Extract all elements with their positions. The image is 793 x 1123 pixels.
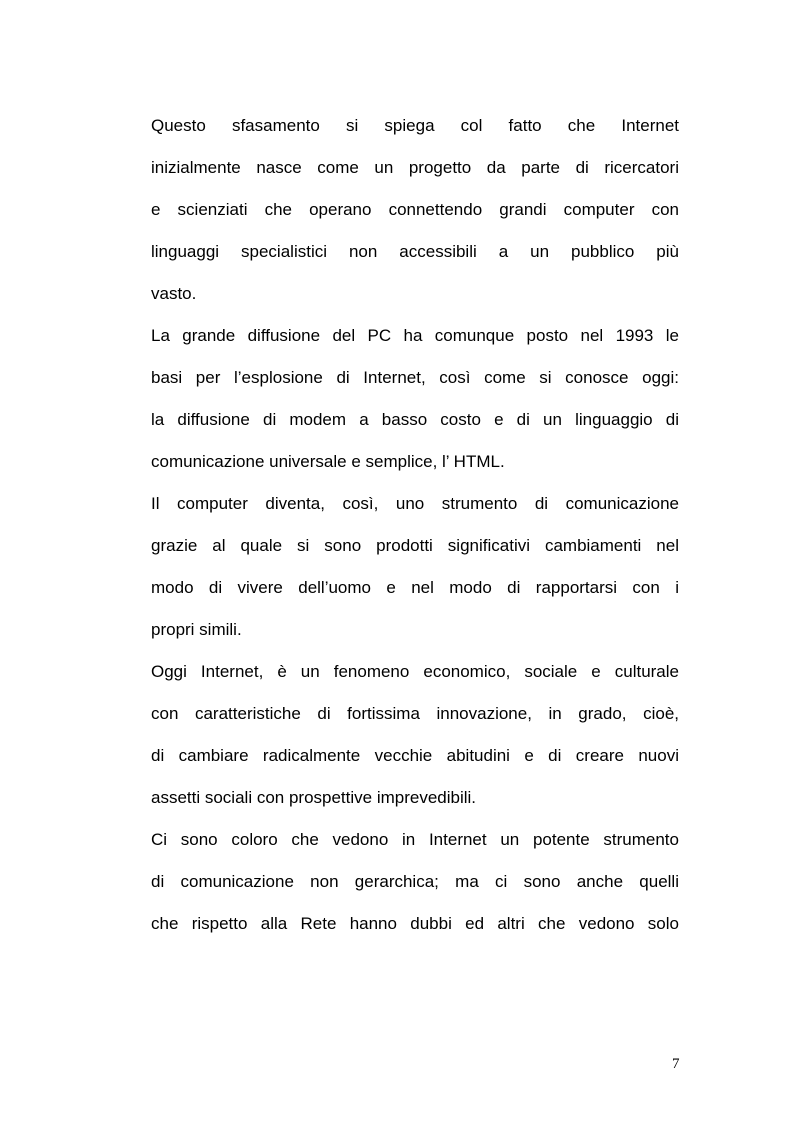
text-line: modo di vivere dell’uomo e nel modo di rapportarsi con i [151, 578, 679, 597]
text-line: la diffusione di modem a basso costo e di un linguaggio di [151, 410, 679, 429]
page-number: 7 [672, 1056, 680, 1072]
text-line: Il computer diventa, così, uno strumento di comunicazione [151, 494, 679, 513]
text-line: comunicazione universale e semplice, l’ HTML. [151, 452, 505, 471]
text-line: propri simili. [151, 620, 242, 639]
text-line: inizialmente nasce come un progetto da parte di ricercatori [151, 158, 679, 177]
text-line: La grande diffusione del PC ha comunque posto nel 1993 le [151, 326, 679, 345]
text-line: di comunicazione non gerarchica; ma ci sono anche quelli [151, 872, 679, 891]
text-line: linguaggi specialistici non accessibili a un pubblico più [151, 242, 679, 261]
text-line: Oggi Internet, è un fenomeno economico, sociale e culturale [151, 662, 679, 681]
text-line: grazie al quale si sono prodotti significativi cambiamenti nel [151, 536, 679, 555]
text-line: che rispetto alla Rete hanno dubbi ed altri che vedono solo [151, 914, 679, 933]
text-line: assetti sociali con prospettive imprevedibili. [151, 788, 477, 807]
text-line: vasto. [151, 284, 197, 303]
text-line: con caratteristiche di fortissima innovazione, in grado, cioè, [151, 704, 679, 723]
text-line: Ci sono coloro che vedono in Internet un potente strumento [151, 830, 679, 849]
body-text [151, 110, 679, 950]
text-line: basi per l’esplosione di Internet, così come si conosce oggi: [151, 368, 679, 387]
text-line: di cambiare radicalmente vecchie abitudini e di creare nuovi [151, 746, 679, 765]
text-line: e scienziati che operano connettendo grandi computer con [151, 200, 679, 219]
text-line: Questo sfasamento si spiega col fatto che Internet [151, 116, 679, 135]
